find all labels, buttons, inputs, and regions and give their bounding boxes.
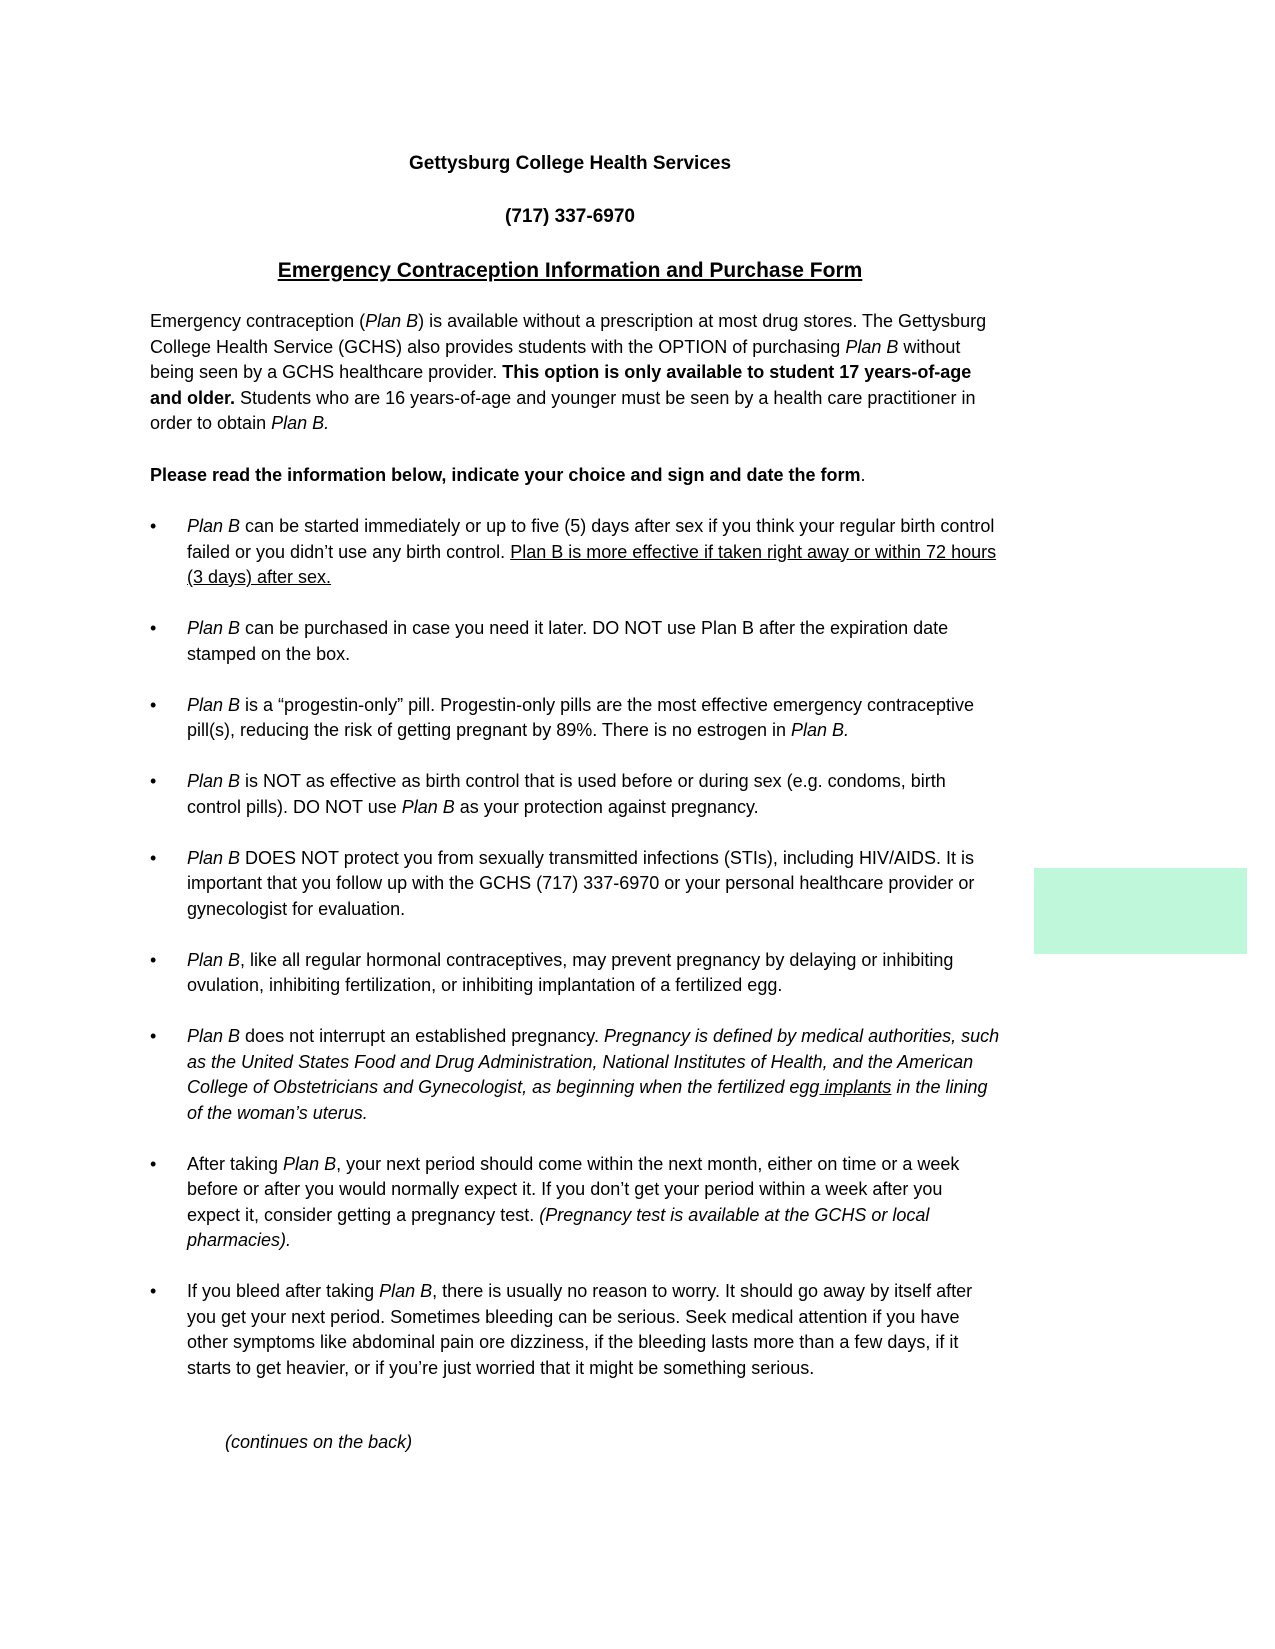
item-text: , like all regular hormonal contraceptives, may prevent pregnancy by delaying or inhibiting ovulation, inhibiting fertilization, or inhibiting implantation of a fertilized egg. xyxy=(187,949,954,995)
instruction-period: . xyxy=(860,465,866,485)
intro-text: without being seen by a GCHS healthcare provider. xyxy=(150,336,961,382)
bullet-icon: • xyxy=(150,1026,157,1046)
list-item xyxy=(150,948,1000,999)
list-item xyxy=(150,1279,1000,1381)
item-text: is a “progestin-only” pill. Progestin-only pills are the most effective emergency contraceptive pill(s), reducing the risk of getting pregnant by 89%. There is no estrogen in xyxy=(187,694,975,740)
intro-age-requirement: This option is only available to student 17 years-of-age and older. xyxy=(150,362,972,408)
item-text: can be purchased in case you need it later. DO NOT use Plan B after the expiration date stamped on the box. xyxy=(187,618,949,664)
plan-b-label: Plan B xyxy=(187,694,241,715)
information-list xyxy=(150,514,1000,1407)
intro-plan-b: Plan B xyxy=(365,311,419,331)
item-text: If you bleed after taking xyxy=(187,1281,380,1301)
plan-b-label: Plan B xyxy=(187,1026,241,1046)
intro-text: ) is available without a prescription at most drug stores. The Gettysburg College Health Service (GCHS) also provides students with the OPTION of purchasing xyxy=(150,311,987,357)
intro-text: Students who are 16 years-of-age and younger must be seen by a health care practitioner in order to obtain xyxy=(150,387,976,433)
intro-text: Emergency contraception ( xyxy=(150,311,366,331)
plan-b-label: Plan B xyxy=(187,516,241,536)
item-text: as your protection against pregnancy. xyxy=(454,796,759,817)
list-item xyxy=(150,1024,1000,1126)
organization-name: Gettysburg College Health Services xyxy=(408,153,732,174)
continues-note: (continues on the back) xyxy=(225,1432,413,1452)
form-title: Emergency Contraception Information and Purchase Form xyxy=(277,259,863,282)
plan-b-label: Plan B xyxy=(401,796,455,817)
list-item xyxy=(150,693,1000,744)
pregnancy-definition: Pregnancy is defined by medical authorities, such as the United States Food and Drug Administration, National Institutes of Health, and the American College of Obstetricians and Gynecologist, as beginning when the fertilized egg xyxy=(187,1026,1000,1097)
bullet-icon: • xyxy=(150,771,157,791)
item-text: is NOT as effective as birth control that is used before or during sex (e.g. condoms, birth control pills). DO NOT use xyxy=(187,771,946,817)
list-item xyxy=(150,769,1000,820)
bullet-icon: • xyxy=(150,694,157,715)
bullet-icon: • xyxy=(150,1281,157,1301)
plan-b-label: Plan B xyxy=(187,771,241,791)
instruction-line xyxy=(150,463,1000,489)
highlight-box xyxy=(1034,868,1247,954)
plan-b-label: Plan B xyxy=(187,618,241,638)
list-item xyxy=(150,616,1000,667)
bullet-icon: • xyxy=(150,618,157,638)
list-item xyxy=(150,514,1000,591)
bullet-icon: • xyxy=(150,949,157,970)
intro-plan-b: Plan B. xyxy=(271,413,330,433)
plan-b-label: Plan B xyxy=(283,1153,337,1174)
implants-emphasis: implants xyxy=(819,1077,892,1097)
bullet-icon: • xyxy=(150,1153,157,1174)
list-item xyxy=(150,846,1000,923)
item-text: can be started immediately or up to five (5) days after sex if you think your regular birth control failed or you didn’t use any birth control. xyxy=(187,516,995,562)
list-item xyxy=(150,1152,1000,1254)
phone-number: (717) 337-6970 xyxy=(505,206,635,227)
item-emphasis: Plan B is more effective if taken right away or within 72 hours (3 days) after sex. xyxy=(187,541,997,587)
plan-b-label: Plan B. xyxy=(791,720,850,740)
intro-plan-b: Plan B xyxy=(845,336,899,357)
item-text: DOES NOT protect you from sexually transmitted infections (STIs), including HIV/AIDS. It is important that you follow up with the GCHS (717) 337-6970 or your personal healthcare provider or gynecologist for evaluation. xyxy=(187,847,975,919)
item-text: , there is usually no reason to worry. It should go away by itself after you get your next period. Sometimes bleeding can be serious. Seek medical attention if you have other symptoms like abdominal pain ore dizziness, if the bleeding lasts more than a few days, if it starts to get heavier, or if you’re just worried that it might be something serious. xyxy=(187,1281,973,1378)
item-text: After taking xyxy=(187,1153,284,1174)
plan-b-label: Plan B xyxy=(379,1281,433,1301)
plan-b-label: Plan B xyxy=(187,949,241,970)
item-text: , your next period should come within the next month, either on time or a week before or after you would normally expect it. If you don’t get your period within a week after you expect it, consider getting a pregnancy test. xyxy=(187,1153,960,1225)
plan-b-label: Plan B xyxy=(187,847,241,868)
pregnancy-test-note: (Pregnancy test is available at the GCHS or local pharmacies). xyxy=(187,1204,930,1250)
item-text: does not interrupt an established pregnancy. xyxy=(240,1026,604,1046)
bullet-icon: • xyxy=(150,847,157,868)
instruction-text: Please read the information below, indicate your choice and sign and date the form xyxy=(150,465,861,485)
intro-paragraph xyxy=(150,309,1000,437)
bullet-icon: • xyxy=(150,516,157,536)
pregnancy-definition: in the lining of the woman’s uterus. xyxy=(187,1077,988,1123)
